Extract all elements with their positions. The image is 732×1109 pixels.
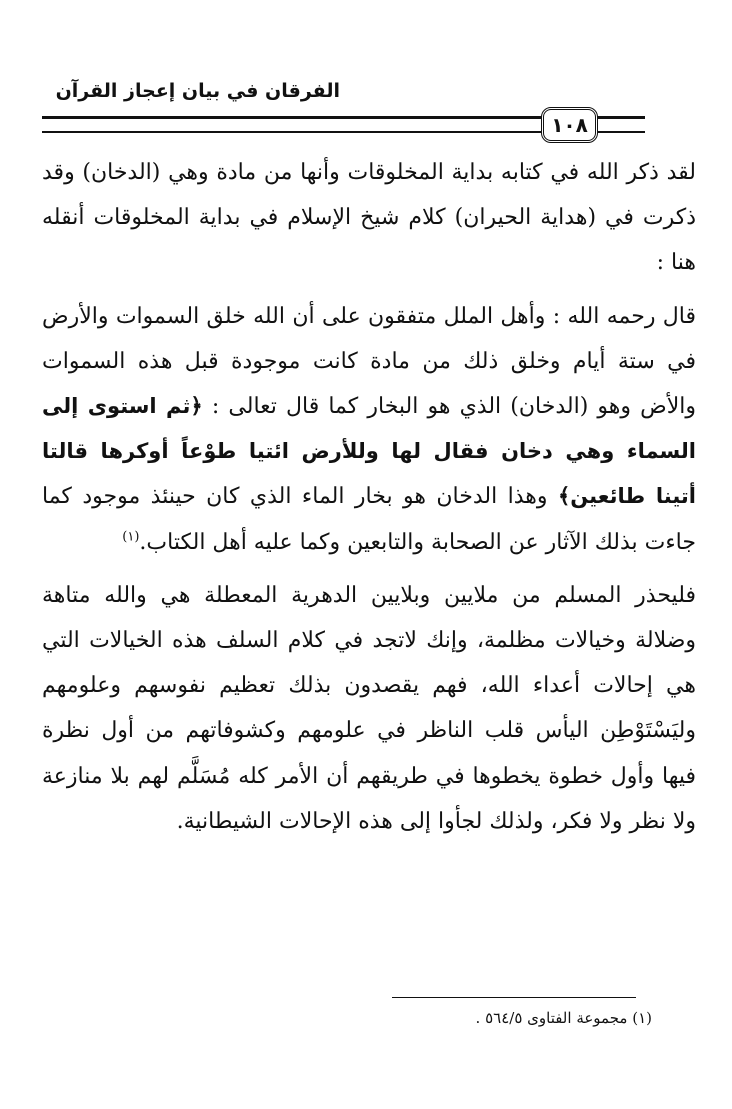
paragraph-quote [42, 294, 696, 565]
book-title: الفرقان في بيان إعجاز القرآن [55, 80, 340, 102]
header-rule-top-right [597, 116, 645, 119]
quote-text: قال رحمه الله : وأهل الملل متفقون على أن الله خلق السموات والأرض في ستة أيام وخلق ذلك من مادة كانت موجودة قبل هذه السموات والأض وهو (الدخان) الذي هو البخار كما قال تعالى : [42, 303, 696, 420]
header-rule-bottom-right [597, 131, 645, 133]
header-rule-bottom-left [42, 131, 542, 133]
paragraph-intro: لقد ذكر الله في كتابه بداية المخلوقات وأنها من مادة وهي (الدخان) وقد ذكرت في (هداية الحيران) كلام شيخ الإسلام في بداية المخلوقات أنقله هنا : [42, 160, 696, 276]
page-number: ١٠٨ [541, 107, 598, 143]
footnote: (١) مجموعة الفتاوى ٥٦٤/٥ . [475, 1009, 652, 1027]
footnote-separator [392, 997, 636, 998]
body-text [42, 150, 696, 844]
footnote-reference: (١) [122, 529, 140, 545]
header-rule-top-left [42, 116, 542, 119]
quran-verse: ﴿ثم استوى إلى السماء وهي دخان فقال لها وللأرض ائتيا طوْعاً أوكرها قالتا أتينا طائعين﴾ [42, 394, 697, 509]
quote-continuation: وهذا الدخان هو بخار الماء الذي كان حينئذ موجود كما جاءت بذلك الآثار عن الصحابة والتابعين وكما عليه أهل الكتاب. [42, 484, 696, 555]
paragraph-warning: فليحذر المسلم من ملايين وبلايين الدهرية المعطلة هي والله متاهة وضلالة وخيالات مظلمة، وإنك لاتجد في كلام السلف هذه الخيالات التي هي إحالات أعداء الله، فهم يقصدون بذلك تعظيم نفوسهم وعلومهم وليَسْتَوْطِن اليأس قلب الناظر في علومهم وكشوفاتهم من أول نظرة فيها وأول خطوة يخطوها في طريقهم أن الأمر كله مُسَلَّم لهم بلا منازعة ولا نظر ولا فكر، ولذلك لجأوا إلى هذه الإحالات الشيطانية. [42, 582, 696, 834]
